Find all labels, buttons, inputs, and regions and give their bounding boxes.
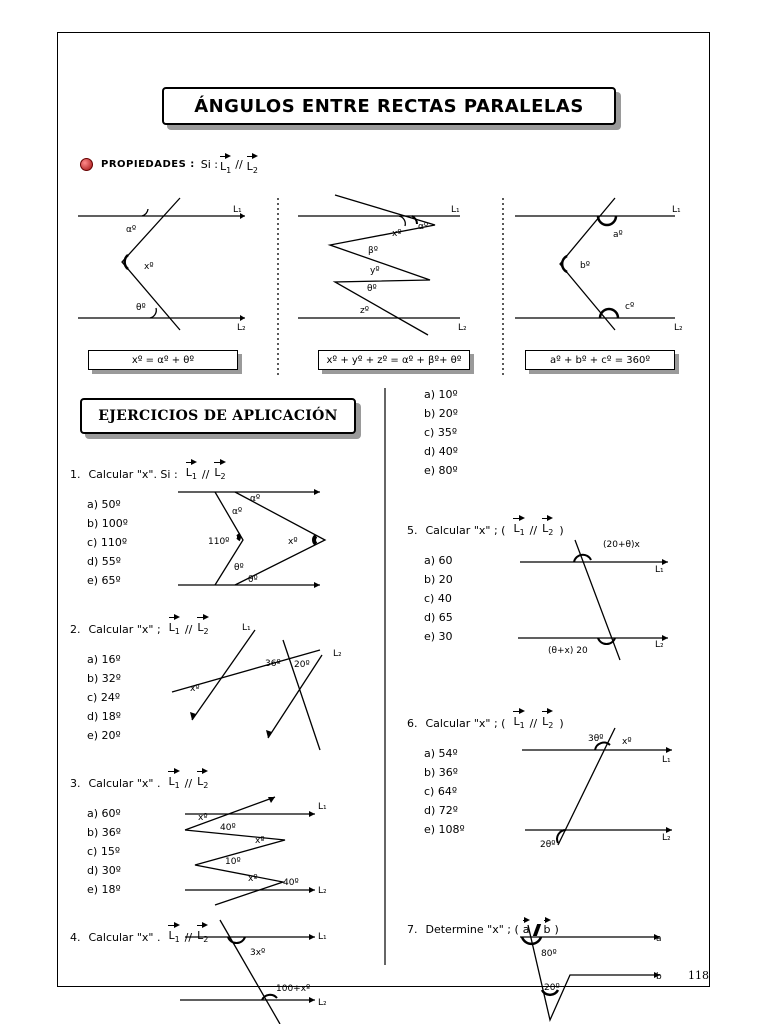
option: d) 18º	[87, 710, 121, 723]
option: c) 24º	[87, 691, 121, 704]
ex3-l1-label: L₁	[318, 802, 327, 812]
ex3-x1-label: xº	[198, 813, 208, 823]
option: a) 16º	[87, 653, 121, 666]
ex6-3t-label: 3θº	[588, 734, 604, 744]
prop1-theta-label: θº	[136, 303, 146, 313]
ex7-a80-label: 80º	[541, 949, 557, 959]
ex5-l2-label: L₂	[655, 640, 664, 650]
parallel-symbol: //	[235, 158, 243, 172]
ex1-theta1-label: θº	[234, 563, 244, 573]
properties-label: PROPIEDADES :	[101, 159, 195, 171]
ex3-a10-label: 10º	[225, 857, 241, 867]
option: d) 65	[424, 611, 453, 624]
option: e) 65º	[87, 574, 121, 587]
prop3-l1-label: L₁	[672, 205, 681, 215]
exercise-3-options	[87, 804, 121, 899]
option: e) 80º	[424, 464, 458, 477]
option: b) 32º	[87, 672, 121, 685]
option: b) 20º	[424, 407, 458, 420]
option: d) 72º	[424, 804, 458, 817]
exercise-4-options	[424, 385, 458, 480]
option: d) 30º	[87, 864, 121, 877]
exercise-6-figure	[522, 728, 672, 845]
ex1-x-label: xº	[288, 537, 298, 547]
ex1-alpha1-label: αº	[250, 494, 261, 504]
ex2-l2-label: L₂	[333, 649, 342, 659]
vector-l1: $L_1$	[220, 154, 231, 175]
exercise-7-prompt: 7. Determine "x" ; ( a b )	[407, 918, 559, 936]
ex6-l1-label: L₁	[662, 755, 671, 765]
ex3-l2-label: L₂	[318, 886, 327, 896]
ex2-a20-label: 20º	[294, 660, 310, 670]
ex1-angle-110: 110º	[208, 537, 230, 547]
prop1-alpha-label: αº	[126, 225, 137, 235]
option: a) 60	[424, 554, 453, 567]
ex5-top-label: (20+θ)x	[603, 540, 640, 550]
option: e) 30	[424, 630, 453, 643]
condition-prefix: Si :	[200, 158, 219, 172]
option: b) 20	[424, 573, 453, 586]
option: c) 64º	[424, 785, 458, 798]
option: e) 108º	[424, 823, 465, 836]
prop1-x-label: xº	[144, 262, 154, 272]
property-figure-1	[78, 198, 245, 330]
exercise-3-prompt: 3. Calcular "x" . $L_1$ // $L_2$	[70, 769, 210, 790]
property-figure-2	[298, 195, 460, 335]
prop2-theta-label: θº	[367, 284, 377, 294]
ex6-2t-label: 2θº	[540, 840, 556, 850]
formula-box-1: xº = αº + θº	[88, 350, 238, 370]
ex2-a36-label: 36º	[265, 659, 281, 669]
exercise-1-figure	[178, 492, 325, 585]
option: c) 15º	[87, 845, 121, 858]
exercise-6-prompt: 6. Calcular "x" ; ( $L_1$ // $L_2$ )	[407, 709, 564, 730]
option: c) 110º	[87, 536, 128, 549]
ex3-a40b-label: 40º	[283, 878, 299, 888]
prop2-z-label: zº	[360, 306, 369, 316]
vector-l2: $L_2$	[247, 154, 258, 175]
ex5-bottom-label: (θ+x) 20	[548, 646, 588, 656]
ex2-x-label: xº	[190, 684, 200, 694]
ex3-x2-label: xº	[255, 836, 265, 846]
ex2-l1-label: L₁	[242, 623, 251, 633]
option: c) 40	[424, 592, 452, 605]
ex4-a3x-label: 3xº	[250, 948, 266, 958]
exercise-1-prompt: 1. Calcular "x". Si : $L_1$ // $L_2$	[70, 460, 228, 481]
ex6-l2-label: L₂	[662, 833, 671, 843]
prop2-y-label: yº	[370, 266, 380, 276]
option: c) 35º	[424, 426, 458, 439]
option: d) 55º	[87, 555, 121, 568]
option: b) 100º	[87, 517, 128, 530]
option: e) 20º	[87, 729, 121, 742]
option: a) 60º	[87, 807, 121, 820]
prop3-l2-label: L₂	[674, 323, 683, 333]
ex3-x3-label: xº	[248, 874, 258, 884]
ex1-alpha2-label: αº	[232, 507, 243, 517]
exercise-1-options	[87, 495, 128, 590]
option: b) 36º	[424, 766, 458, 779]
prop1-l1-label: L₁	[233, 205, 242, 215]
prop3-a-label: aº	[613, 230, 623, 240]
prop3-b-label: bº	[580, 261, 590, 271]
page-number: 118	[688, 969, 709, 982]
exercise-5-figure	[518, 540, 668, 660]
ex1-theta2-label: θº	[248, 575, 258, 585]
option: e) 18º	[87, 883, 121, 896]
option: a) 50º	[87, 498, 121, 511]
prop2-l1-label: L₁	[451, 205, 460, 215]
exercise-7-figure	[520, 925, 660, 1020]
ex4-l2-label: L₂	[318, 998, 327, 1008]
parallel-mark-icon	[532, 924, 540, 936]
ex7-a20-label: 20º	[544, 983, 560, 993]
option: b) 36º	[87, 826, 121, 839]
prop2-alpha-label: αº	[418, 222, 429, 232]
exercise-4-prompt: 4. Calcular "x" . $L_1$ // $L_2$	[70, 923, 210, 944]
section-title: EJERCICIOS DE APLICACIÓN	[80, 398, 356, 434]
formula-box-2: xº + yº + zº = αº + βº+ θº	[318, 350, 470, 370]
ex6-x-label: xº	[622, 737, 632, 747]
option: a) 10º	[424, 388, 458, 401]
page-title: ÁNGULOS ENTRE RECTAS PARALELAS	[162, 87, 616, 125]
formula-box-3: aº + bº + cº = 360º	[525, 350, 675, 370]
prop2-x-label: xº	[392, 229, 402, 239]
exercise-6-options	[424, 744, 465, 839]
property-figure-3	[515, 198, 675, 330]
prop2-beta-label: βº	[368, 246, 378, 256]
exercise-2-options	[87, 650, 121, 745]
prop1-l2-label: L₂	[237, 323, 246, 333]
ex7-a-label: a	[656, 934, 662, 944]
ex5-l1-label: L₁	[655, 565, 664, 575]
option: a) 54º	[424, 747, 458, 760]
prop3-c-label: cº	[625, 302, 635, 312]
option: d) 40º	[424, 445, 458, 458]
exercise-5-prompt: 5. Calcular "x" ; ( $L_1$ // $L_2$ )	[407, 516, 564, 537]
prop2-l2-label: L₂	[458, 323, 467, 333]
ex4-a100-label: 100+xº	[276, 984, 311, 994]
ex3-a40a-label: 40º	[220, 823, 236, 833]
ex7-b-label: b	[656, 972, 662, 982]
exercise-2-prompt: 2. Calcular "x" ; $L_1$ // $L_2$	[70, 615, 211, 636]
ex4-l1-label: L₁	[318, 932, 327, 942]
exercise-5-options	[424, 551, 453, 646]
